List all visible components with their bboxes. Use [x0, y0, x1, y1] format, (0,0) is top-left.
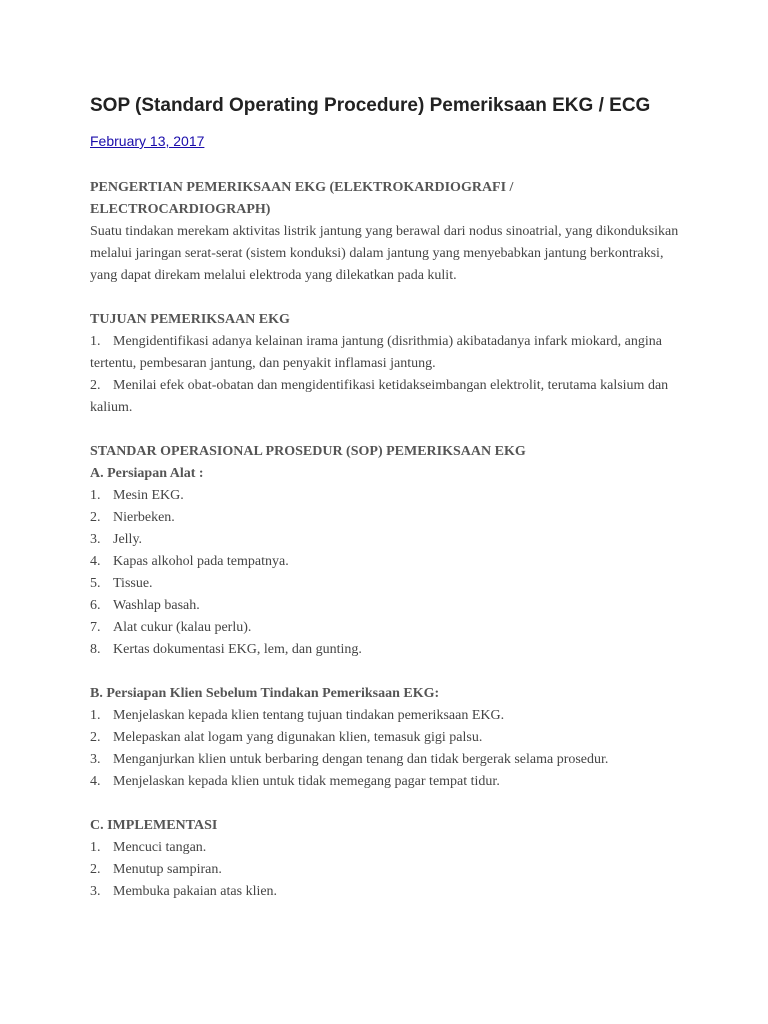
persiapan-klien-list: [90, 705, 688, 793]
item-text: Menganjurkan klien untuk berbaring dengan tenang dan tidak bergerak selama prosedur.: [113, 752, 609, 767]
list-item: [90, 595, 688, 617]
list-item: [90, 749, 688, 771]
item-number: 1.: [90, 334, 101, 349]
implementasi-heading: C. IMPLEMENTASI: [90, 818, 218, 833]
item-number: 5.: [90, 576, 101, 591]
list-item: [90, 639, 688, 661]
tujuan-item: [90, 331, 688, 375]
item-text: Washlap basah.: [113, 598, 200, 613]
item-number: 2.: [90, 730, 101, 745]
persiapan-alat-list: [90, 485, 688, 661]
list-item: [90, 507, 688, 529]
item-number: 2.: [90, 378, 101, 393]
item-text: Jelly.: [113, 532, 143, 547]
item-number: 4.: [90, 554, 101, 569]
sop-section: [90, 441, 688, 661]
item-text: Kertas dokumentasi EKG, lem, dan gunting.: [113, 642, 362, 657]
list-item: [90, 573, 688, 595]
item-number: 8.: [90, 642, 101, 657]
list-item: [90, 771, 688, 793]
post-date-link[interactable]: February 13, 2017: [90, 133, 205, 149]
item-number: 3.: [90, 884, 101, 899]
page-title: SOP (Standard Operating Procedure) Pemeriksaan EKG / ECG: [90, 95, 651, 116]
pengertian-heading: PENGERTIAN PEMERIKSAAN EKG (ELEKTROKARDIOGRAFI / ELECTROCARDIOGRAPH): [90, 180, 514, 217]
item-number: 1.: [90, 708, 101, 723]
implementasi-section: [90, 815, 688, 903]
pengertian-text: Suatu tindakan merekam aktivitas listrik jantung yang berawal dari nodus sinoatrial, yang dikonduksikan melalui jaringan serat-serat (sistem konduksi) dalam jantung yang menyebabkan jantung berkontraksi, yang dapat direkam melalui elektroda yang dilekatkan pada kulit.: [90, 224, 679, 283]
item-text: Mengidentifikasi adanya kelainan irama jantung (disrithmia) akibatadanya infark miokard, angina tertentu, pembesaran jantung, dan penyakit inflamasi jantung.: [90, 334, 662, 371]
list-item: [90, 551, 688, 573]
item-text: Menilai efek obat-obatan dan mengidentifikasi ketidakseimbangan elektrolit, terutama kalsium dan kalium.: [90, 378, 669, 415]
persiapan-klien-heading: B. Persiapan Klien Sebelum Tindakan Pemeriksaan EKG:: [90, 686, 440, 701]
item-text: Mesin EKG.: [113, 488, 184, 503]
tujuan-item: [90, 375, 688, 419]
item-number: 2.: [90, 510, 101, 525]
item-number: 1.: [90, 840, 101, 855]
tujuan-heading: TUJUAN PEMERIKSAAN EKG: [90, 312, 290, 327]
list-item: [90, 859, 688, 881]
list-item: [90, 881, 688, 903]
tujuan-section: [90, 309, 688, 419]
list-item: [90, 727, 688, 749]
list-item: [90, 485, 688, 507]
item-text: Melepaskan alat logam yang digunakan klien, temasuk gigi palsu.: [113, 730, 483, 745]
item-number: 3.: [90, 532, 101, 547]
item-number: 7.: [90, 620, 101, 635]
list-item: [90, 837, 688, 859]
implementasi-list: [90, 837, 688, 903]
pengertian-section: [90, 177, 688, 287]
item-text: Mencuci tangan.: [113, 840, 207, 855]
list-item: [90, 529, 688, 551]
item-text: Nierbeken.: [113, 510, 175, 525]
item-text: Menjelaskan kepada klien tentang tujuan tindakan pemeriksaan EKG.: [113, 708, 505, 723]
item-number: 1.: [90, 488, 101, 503]
item-number: 6.: [90, 598, 101, 613]
persiapan-klien-section: [90, 683, 688, 793]
item-text: Alat cukur (kalau perlu).: [113, 620, 252, 635]
item-text: Kapas alkohol pada tempatnya.: [113, 554, 289, 569]
item-number: 2.: [90, 862, 101, 877]
list-item: [90, 705, 688, 727]
item-text: Menutup sampiran.: [113, 862, 222, 877]
item-text: Tissue.: [113, 576, 153, 591]
sop-heading: STANDAR OPERASIONAL PROSEDUR (SOP) PEMERIKSAAN EKG: [90, 444, 526, 459]
item-number: 3.: [90, 752, 101, 767]
item-text: Membuka pakaian atas klien.: [113, 884, 278, 899]
item-text: Menjelaskan kepada klien untuk tidak memegang pagar tempat tidur.: [113, 774, 500, 789]
persiapan-alat-heading: A. Persiapan Alat :: [90, 466, 204, 481]
list-item: [90, 617, 688, 639]
item-number: 4.: [90, 774, 101, 789]
